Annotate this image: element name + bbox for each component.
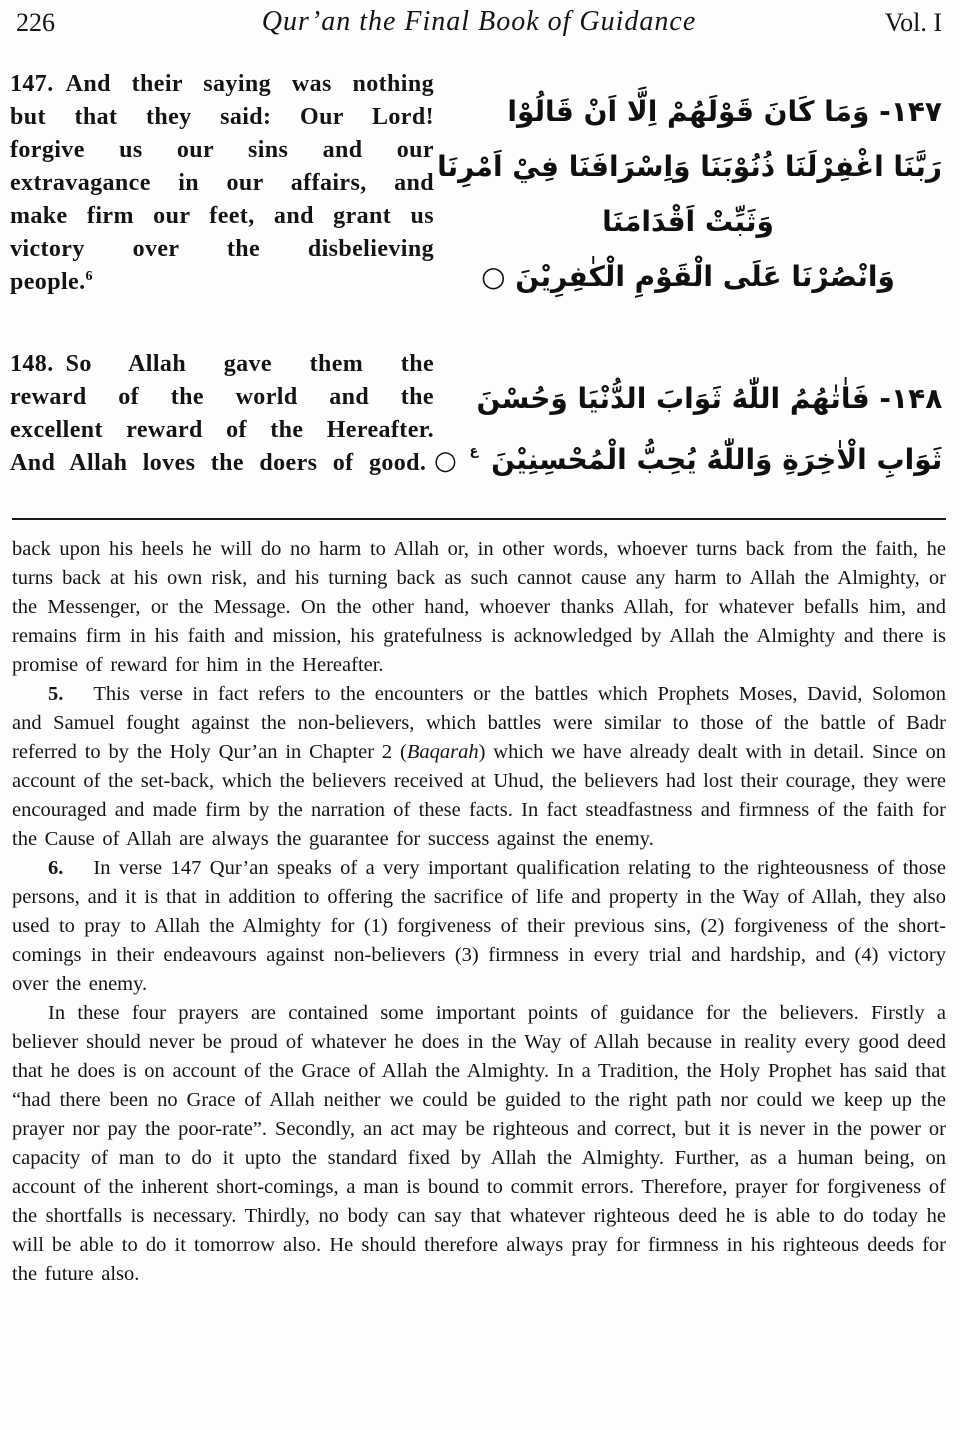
verse-147-arabic-line-4: وَانْصُرْنَا عَلَى الْقَوْمِ الْكٰفِرِيْنَ ○ <box>481 260 895 293</box>
verse-147-arabic-line-3: وَثَبِّتْ اَقْدَامَنَا <box>602 205 774 238</box>
verse-148-arabic <box>434 348 948 488</box>
verse-147-arabic-line-1: ۱۴۷- وَمَا كَانَ قَوْلَهُمْ اِلَّا اَنْ قَالُوْا <box>507 95 942 128</box>
footnote-5-text-a: This verse in fact refers to the encounters or the battles which Prophets Moses, David, Solomon and Samuel fought against the non-believers, which battles were similar to those of the battle of Badr referred to by the Holy Qur’an in Chapter 2 ( <box>12 683 946 763</box>
verse-148-arabic-line-2-text: ثَوَابِ الْاٰخِرَةِ وَاللّٰهُ يُحِبُّ الْمُحْسِنِيْنَ <box>491 443 943 476</box>
verse-148-row <box>10 348 948 488</box>
end-of-verse-icon: ○ <box>434 446 457 476</box>
verses-section <box>10 68 948 488</box>
footnote-5-number: 5. <box>48 683 64 705</box>
verse-147-text: And their saying was nothing but that they said: Our Lord! forgive us our sins and our extravagance in our affairs, and make firm our feet, and grant us victory over the disbelieving people. <box>10 71 434 295</box>
commentary-paragraph-5 <box>12 680 946 854</box>
verse-147-row <box>10 68 948 304</box>
footnote-6-number: 6. <box>48 857 64 879</box>
verse-147-arabic-line-2: رَبَّنَا اغْفِرْلَنَا ذُنُوْبَنَا وَاِسْرَافَنَا فِيْ اَمْرِنَا <box>437 150 942 183</box>
ruku-marker: ع <box>469 444 479 459</box>
verse-148-text: So Allah gave them the reward of the world and the excellent reward of the Hereafter. And Allah loves the doers of good. <box>10 351 434 476</box>
footnote-5-italic-term: Baqarah <box>406 741 479 763</box>
footnote-6-text: In verse 147 Qur’an speaks of a very important qualification relating to the righteousness of those persons, and it is that in addition to offering the sacrifice of life and property in the Way of Allah, they also used to pray to Allah the Almighty for (1) forgiveness of their previous sins, (2) forgiveness of the short-comings in their endeavours against non-believers (3) firmness in every trial and hardship, and (4) victory over the enemy. <box>12 857 946 995</box>
verse-148-arabic-line-2 <box>434 425 942 488</box>
verse-148-english <box>10 348 434 488</box>
commentary-paragraph-prayers-text: In these four prayers are contained some important points of guidance for the believers. Firstly a believer should never be proud of whatever he does in the Way of Allah because in reality every good deed that he does is on account of the Grace of Allah the Almighty. In a Tradition, the Holy Prophet has said that “had there been no Grace of Allah neither we could be guided to the right path nor could we keep up the prayer nor pay the poor-rate”. Secondly, an act may be righteous and correct, but it is never in the power or capacity of man to do it upto the standard fixed by Allah the Almighty. Further, as a human being, on account of the inherent short-comings, a man is bound to commit errors. Therefore, prayer for forgiveness of the shortfalls is necessary. Thirdly, no body can say that whatever righteous deed he is able to do today he will be able to do it tomorrow also. He should therefore always pray for firmness in his righteous deeds for the future also. <box>12 1002 946 1285</box>
verse-147-number: 147. <box>10 71 54 97</box>
commentary-paragraph-continuation <box>12 535 946 680</box>
commentary-paragraph-prayers <box>12 999 946 1289</box>
verse-148-arabic-line-1: ۱۴۸- فَاٰتٰهُمُ اللّٰهُ ثَوَابَ الدُّنْيَا وَحُسْنَ <box>476 382 943 415</box>
footnote-5-text-b: ) which we have already dealt with in detail. Since on account of the set-back, which the believers received at Uhud, the believers had lost their courage, they were encouraged and made firm by the narration of these facts. In fact steadfastness and firmness of the faith for the Cause of Allah are always the guarantee for success against the enemy. <box>12 741 946 850</box>
verse-147-arabic <box>434 68 948 304</box>
page-title: Qur’an the Final Book of Guidance <box>261 6 697 37</box>
page-header <box>10 6 948 48</box>
footnote-ref-6: 6 <box>85 269 93 284</box>
commentary-section <box>10 535 948 1289</box>
verse-148-number: 148. <box>10 351 54 377</box>
volume-label: Vol. I <box>884 8 942 37</box>
commentary-paragraph-continuation-text: back upon his heels he will do no harm to Allah or, in other words, whoever turns back from the faith, he turns back at his own risk, and his turning back as such cannot cause any harm to Allah the Almighty, or the Messenger, or the Message. On the other hand, whoever thanks Allah, for whatever befalls him, and remains firm in his faith and mission, his gratefulness is acknowledged by Allah the Almighty and there is promise of reward for him in the Hereafter. <box>12 538 946 676</box>
commentary-paragraph-6 <box>12 854 946 999</box>
verse-147-english <box>10 68 434 304</box>
footnote-divider <box>12 518 946 520</box>
page-number: 226 <box>16 8 55 37</box>
